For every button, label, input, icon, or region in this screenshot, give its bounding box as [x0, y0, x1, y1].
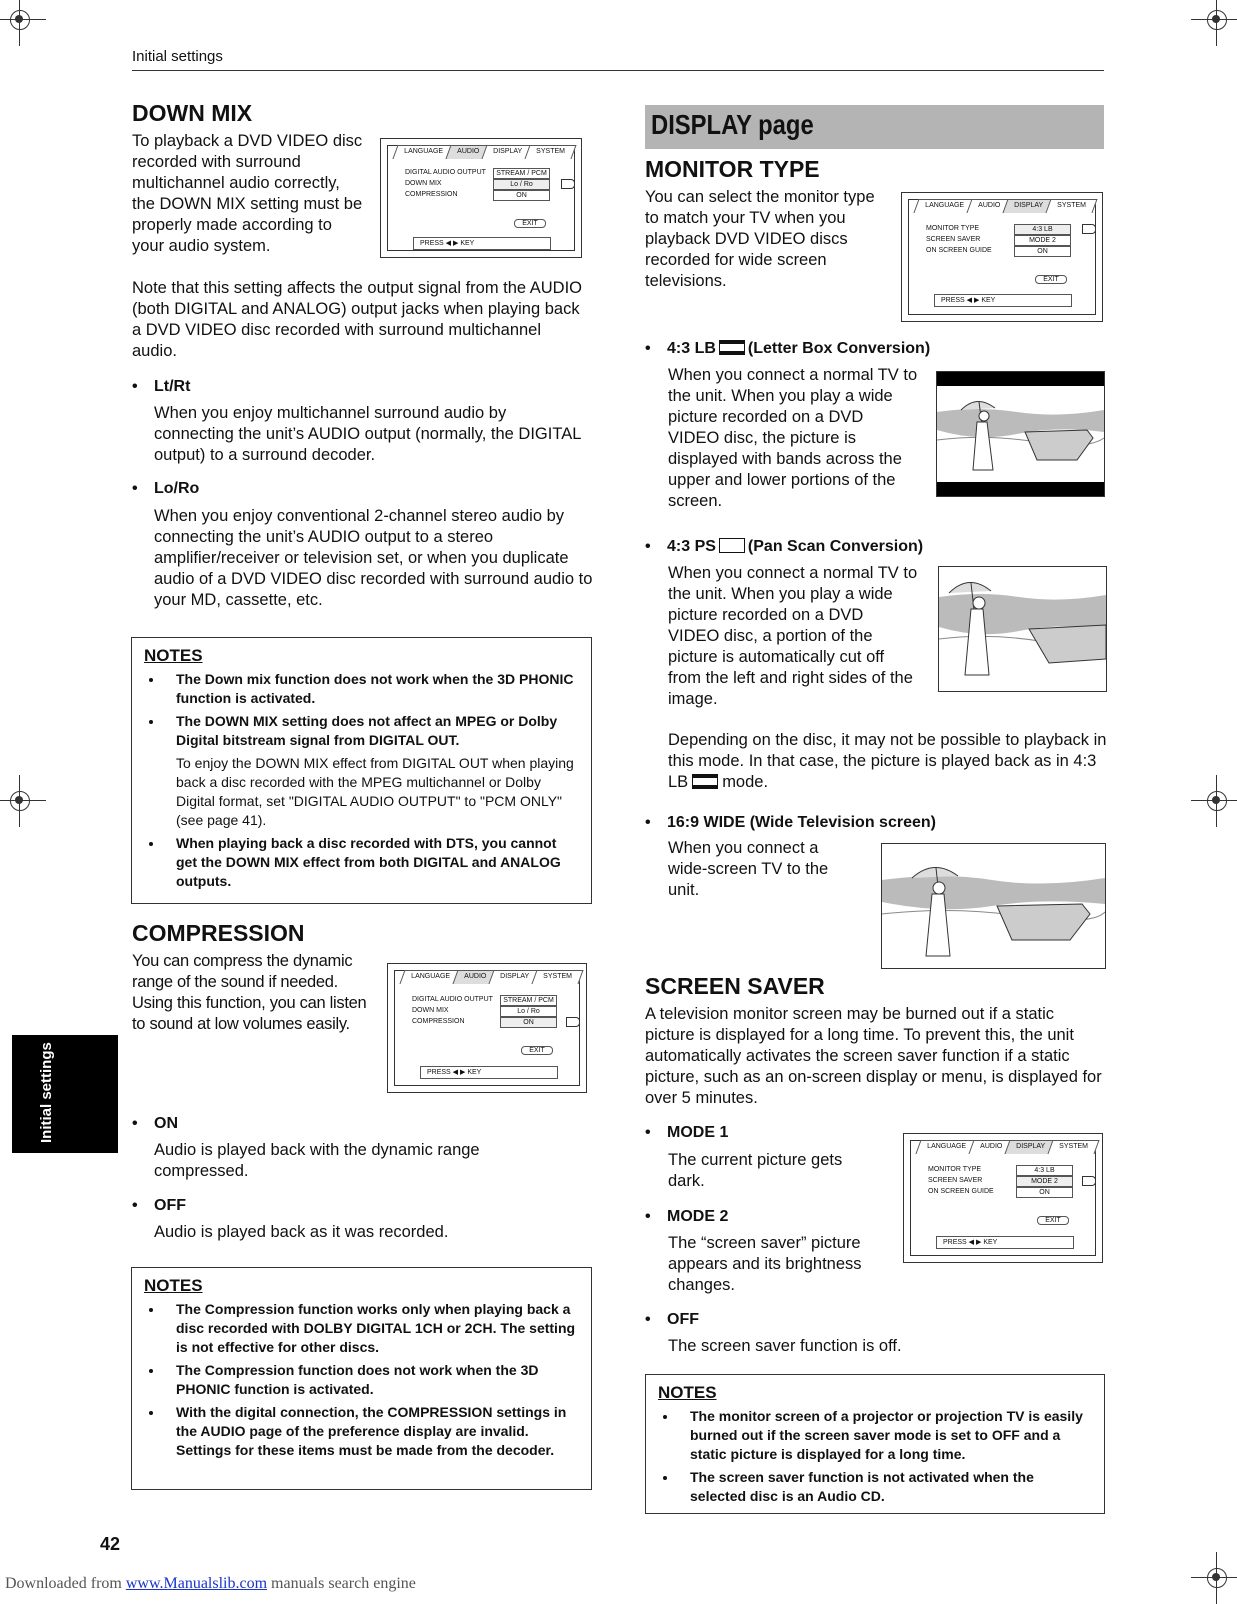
- monitor-type-heading: MONITOR TYPE: [645, 156, 820, 182]
- letterbox-icon: [692, 774, 718, 789]
- pan-scan-illustration: [938, 566, 1107, 692]
- downmix-note: Note that this setting affects the output signal from the AUDIO (both DIGITAL and ANALOG) output jacks when playing back a DVD VIDEO disc recorded with surround multichannel audio.: [132, 279, 583, 360]
- option-mode-1-desc: The current picture gets dark.: [668, 1151, 843, 1190]
- option-4-3-ps: • 4:3 PS (Pan Scan Conversion): [645, 538, 924, 555]
- notes-compression: NOTES • The Compression function works only when playing back a disc recorded with DOLBY DIGITAL 1CH or 2CH. The setting is not effective for other discs. • The Compression function does not work when the 3D PHONIC function is activated. • With the digital connection, the COMPRESSION settings in the AUDIO page of the preference display are invalid. Settings for these items must be made from the decoder.: [131, 1267, 592, 1490]
- header-rule: [132, 70, 1104, 71]
- screen-saver-intro: A television monitor screen may be burned out if a static picture is displayed for a long time. To prevent this, the unit automatically activates the screen saver function if a static picture, such as an on-screen display or menu, is displayed for over 5 minutes.: [645, 1005, 1102, 1107]
- crop-mark: [1199, 1560, 1235, 1596]
- notes-downmix: NOTES • The Down mix function does not work when the 3D PHONIC function is activated. • The DOWN MIX setting does not affect an MPEG or Dolby Digital bitstream signal from DIGITAL OUT. To enjoy the DOWN MIX effect from DIGITAL OUT when playing back a disc recorded with the MPEG multichannel or Dolby Digital format, set "DIGITAL AUDIO OUTPUT" to "PCM ONLY" (see page 41). • When playing back a disc recorded with DTS, you cannot get the DOWN MIX effect from both DIGITAL and ANALOG outputs.: [131, 637, 592, 904]
- compression-intro: You can compress the dynamic range of the sound if needed. Using this function, you can listen to sound at low volumes easily.: [132, 952, 367, 1033]
- option-on: • ON: [132, 1115, 178, 1132]
- downmix-heading: DOWN MIX: [132, 100, 253, 126]
- option-lo-ro-desc: When you enjoy conventional 2-channel stereo audio by connecting the unit’s AUDIO output to a stereo amplifier/receiver or television set, or when you duplicate audio of a DVD VIDEO disc recorded with surround audio to your MD, cassette, etc.: [154, 507, 593, 609]
- manualslib-link[interactable]: www.Manualslib.com: [125, 1575, 268, 1592]
- audio-menu-screen: LANGUAGE AUDIO DISPLAY SYSTEM DIGITAL AUDIO OUTPUT DOWN MIX COMPRESSION STREAM / PCM Lo / Ro ON EXIT PRESS ◀ ▶ KEY: [380, 138, 582, 258]
- option-16-9-wide: • 16:9 WIDE (Wide Television screen): [645, 814, 936, 831]
- option-lt-rt: • Lt/Rt: [132, 378, 191, 395]
- screen-saver-heading: SCREEN SAVER: [645, 973, 825, 999]
- option-mode-2-desc: The “screen saver” picture appears and its brightness changes.: [668, 1234, 862, 1294]
- page-number: 42: [100, 1534, 121, 1554]
- monitor-type-intro: You can select the monitor type to match your TV when you playback DVD VIDEO discs recorded for wide screen televisions.: [645, 188, 875, 290]
- option-lo-ro: • Lo/Ro: [132, 480, 200, 497]
- compression-heading: COMPRESSION: [132, 920, 305, 946]
- letterbox-illustration: [936, 371, 1105, 497]
- option-off: • OFF: [132, 1197, 186, 1214]
- display-page-banner: DISPLAY page: [645, 105, 1104, 149]
- option-16-9-wide-desc: When you connect a wide-screen TV to the unit.: [668, 839, 829, 899]
- option-lt-rt-desc: When you enjoy multichannel surround audio by connecting the unit’s AUDIO output (normally, the DIGITAL output) to a surround decoder.: [154, 404, 581, 464]
- crop-mark: [1199, 783, 1235, 819]
- option-mode-1: • MODE 1: [645, 1124, 729, 1141]
- display-menu-screen: LANGUAGE AUDIO DISPLAY SYSTEM MONITOR TYPE SCREEN SAVER ON SCREEN GUIDE 4:3 LB MODE 2 ON EXIT PRESS ◀ ▶ KEY: [901, 192, 1103, 322]
- option-4-3-ps-desc: When you connect a normal TV to the unit. When you play a wide picture recorded on a DVD VIDEO disc, a portion of the picture is automatically cut off from the left and right sides of the image.: [668, 564, 918, 708]
- pan-scan-note: Depending on the disc, it may not be possible to playback in this mode. In that case, the picture is played back as in 4:3 LB mode.: [668, 731, 1107, 791]
- notes-screen-saver: NOTES • The monitor screen of a projector or projection TV is easily burned out if the screen saver mode is set to OFF and a static picture is displayed for a long time. • The screen saver function is not activated when the selected disc is an Audio CD.: [645, 1374, 1105, 1514]
- option-mode-2: • MODE 2: [645, 1208, 729, 1225]
- option-on-desc: Audio is played back with the dynamic range compressed.: [154, 1141, 480, 1180]
- option-4-3-lb: • 4:3 LB (Letter Box Conversion): [645, 340, 931, 357]
- display-menu-screen: LANGUAGE AUDIO DISPLAY SYSTEM MONITOR TYPE SCREEN SAVER ON SCREEN GUIDE 4:3 LB MODE 2 ON EXIT PRESS ◀ ▶ KEY: [903, 1133, 1103, 1263]
- pan-scan-icon: [719, 538, 745, 553]
- option-4-3-lb-desc: When you connect a normal TV to the unit. When you play a wide picture recorded on a DVD VIDEO disc, the picture is displayed with bands across the upper and lower portions of the screen.: [668, 366, 918, 510]
- crop-mark: [2, 783, 38, 819]
- widescreen-illustration: [881, 843, 1106, 969]
- running-title: Initial settings: [132, 48, 223, 65]
- crop-mark: [1199, 2, 1235, 38]
- option-off-desc: Audio is played back as it was recorded.: [154, 1223, 449, 1241]
- option-saver-off: • OFF: [645, 1311, 699, 1328]
- letterbox-icon: [719, 340, 745, 355]
- footer: Downloaded from www.Manualslib.com manuals search engine: [5, 1575, 416, 1592]
- crop-mark: [2, 2, 38, 38]
- downmix-intro: To playback a DVD VIDEO disc recorded with surround multichannel audio correctly, the DOWN MIX setting must be properly made according to your audio system.: [132, 132, 363, 255]
- option-saver-off-desc: The screen saver function is off.: [668, 1337, 902, 1355]
- audio-menu-screen: LANGUAGE AUDIO DISPLAY SYSTEM DIGITAL AUDIO OUTPUT DOWN MIX COMPRESSION STREAM / PCM Lo / Ro ON EXIT PRESS ◀ ▶ KEY: [387, 963, 587, 1093]
- side-tab: Initial settings: [12, 1035, 118, 1153]
